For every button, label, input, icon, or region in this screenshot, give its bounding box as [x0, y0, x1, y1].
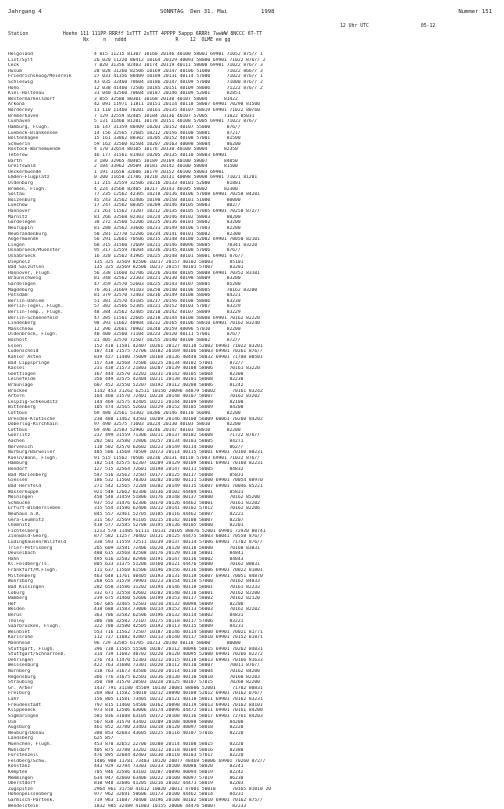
- station-data: 81 266 32568 82303 10224 20146 40102 58003 80200: [94, 214, 241, 220]
- station-name: Bamberg: [8, 596, 28, 602]
- station-data: 187 418 21575 72706 10182 20169 40106 58003 69901 70261 876//: [94, 349, 263, 355]
- station-name: Angermuende: [8, 237, 39, 243]
- station-data: 350 788 31570 20503 10228 20125 40107 57015 70260 82200: [94, 680, 260, 686]
- station-name: Berlin-Temp., Flugh.: [8, 310, 64, 316]
- station-name: Fürstenzell: [8, 753, 39, 759]
- station-name: Bad Lippspringe: [8, 360, 50, 366]
- station-data: 438 688 31583 73006 10214 20152 40113 56003 70162 82202: [94, 607, 260, 613]
- station-data: 91 515 11562 70506 10236 20131 40118 57003 69901 71022 876//: [94, 455, 260, 461]
- station-data: 135 325 32569 82506 10217 20157 40102 58003 85101: [94, 259, 244, 265]
- station-name: Gardelegen: [8, 220, 36, 226]
- station-name: Sigmaringen: [8, 713, 39, 719]
- station-name: Aachen: [8, 439, 25, 445]
- station-name: Freiburg: [8, 691, 31, 697]
- station-data: 318 763 31673 43506 10220 20114 40110 58004 70162 84200: [94, 669, 260, 675]
- station-data: 4 170 32654 80105 10176 20130 40100 58004 82350: [94, 147, 238, 153]
- station-data: 977 962 32691 50606 10173 20100 44462 58014 84231: [94, 792, 244, 798]
- station-name: Fichtelberg: [8, 528, 39, 534]
- station-data: 31 040 42560 70604 10187 20146 40109 52001 82851: [94, 91, 241, 97]
- station-data: 112 727 11682 42807 10213 20140 40117 58010 69901 70152 81871: [94, 635, 263, 641]
- station-name: Brocken: [8, 388, 28, 394]
- station-name: Schwerin: [8, 141, 31, 147]
- station-data: 28 028 31260 82506 10169 20147 40106 51000 71022 866// 3: [94, 68, 263, 74]
- station-name: Saarbrücken, Flugh.: [8, 624, 61, 630]
- station-data: 567 838 31570 43402 10209 20108 40098 58000 84200: [94, 719, 244, 725]
- station-name: Hamburg: [8, 461, 28, 467]
- station-data: 1832 985 32489 41803 10155 20006 44476 58007 82233: [94, 803, 247, 809]
- station-data: 21 405 32570 72507 10255 20140 40108 58002 872//: [94, 338, 241, 344]
- date-line: SONNTAG Den 31. Mai 1998: [160, 9, 275, 15]
- station-data: 450 548 31459 51806 10176 20148 40137 58000 70162 85200: [94, 495, 260, 501]
- column-header-row-2: Nx n nddd R 12 OLME ee gg: [8, 38, 231, 43]
- station-data: 98 393 11662 40904 10232 20165 40106 58010 69901 70162 83240: [94, 321, 260, 327]
- station-data: 127 515 32564 72601 10198 20147 40111 58005 84832: [94, 467, 244, 473]
- station-name: Hamburg, Flugh.: [8, 124, 50, 130]
- station-data: 26 020 11220 80412 10164 20129 40093 58000 69901 71022 876// 2: [94, 57, 266, 63]
- station-name: Bad Marienberg: [8, 472, 47, 478]
- station-name: Klippeneck: [8, 708, 36, 714]
- station-data: 156 805 11581 73405 10212 20121 40118 58011 69901 70162 83231: [94, 697, 263, 703]
- station-name: Hohenpeissenberg: [8, 792, 53, 798]
- station-name: Lüdenscheid: [8, 349, 39, 355]
- station-data: 105 474 32565 52603 10229 20152 40105 58009 84200: [94, 405, 244, 411]
- station-name: Gera-Leumnitz: [8, 517, 44, 523]
- station-data: 7 129 32559 82405 10184 20136 40107 57005 71022 85031: [94, 113, 255, 119]
- issue-number: Nummer 151: [458, 9, 492, 15]
- station-data: 48 384 32562 42405 10210 20142 40107 58009 83229: [94, 310, 241, 316]
- station-data: 547 516 32562 72507 10177 20125 40117 58008 85831: [94, 472, 244, 478]
- station-name: Meiningen: [8, 495, 33, 501]
- station-name: Oehringen: [8, 657, 33, 663]
- station-data: 50 281 12770 52206 10234 20141 40101 58002 82300: [94, 231, 241, 237]
- station-name: Bendorf: [8, 467, 28, 473]
- station-name: Deuselbach: [8, 551, 36, 557]
- station-data: 111 637 11568 61506 10196 20156 40116 58006 69901 70022 81801: [94, 568, 263, 574]
- station-name: Nürburg/Barweiler: [8, 450, 56, 456]
- station-name: Osnabrueck/Muenster: [8, 248, 61, 254]
- station-data: 845 557 32461 52705 10185 20116 44462 58007 82221: [94, 511, 244, 517]
- station-name: Nörvenich: [8, 444, 33, 450]
- station-data: 810 948 32686 41205 10216 20102 44471 58019 82203: [94, 781, 244, 787]
- station-data: 144 469 32575 42405 10221 20144 40109 58008 82100: [94, 399, 244, 405]
- station-data: 495 616 32582 82906 10191 20147 40116 58002 84843: [94, 556, 244, 562]
- station-name: Barth: [8, 158, 22, 164]
- station-data: 167 444 32570 32202 10231 20142 40105 58004 82300: [94, 371, 244, 377]
- station-data: 1142 453 21262 62511 10156 20096 44879 50002 70161 83242: [94, 388, 263, 394]
- station-data: 311 567 32569 91105 10215 20142 40100 58007 82207: [94, 517, 244, 523]
- station-data: 314 739 11682 40702 10220 20120 40095 52000 69901 70266 82272: [94, 652, 263, 658]
- station-data: 315 554 31586 62406 10212 20141 40102 57012 70162 82206: [94, 506, 260, 512]
- station-data: 56 291 12661 70506 10215 20148 40100 52002 69901 70050 82101: [94, 237, 260, 243]
- station-data: 330 593 11559 72511 10239 20137 40114 57006 69901 71702 876//: [94, 540, 263, 546]
- station-data: 27 033 41356 80409 10189 20131 40114 57000 71022 876// 1: [94, 74, 263, 80]
- station-data: 237 499 31559 71306 10211 20137 40102 56008 71722 876//: [94, 433, 260, 439]
- station-data: 805 633 31375 51206 10160 20121 44476 58000 70162 80831: [94, 562, 260, 568]
- station-data: 461 852 32780 23403 10218 20120 40097 58018 82220: [94, 725, 244, 731]
- station-name: Wasserkuppe: [8, 489, 39, 495]
- station-name: Lahr: [8, 697, 20, 703]
- station-name: Bremen, Flugh.: [8, 186, 47, 192]
- station-name: Erfurt-Bindersleben: [8, 506, 61, 512]
- station-data: 271 542 12565 72204 10202 20149 40115 56007 69901 70046 85221: [94, 483, 263, 489]
- station-name: Berlin-Dahlem: [8, 298, 44, 304]
- station-data: 81 348 32562 22303 10221 20130 40198 58009 83200: [94, 276, 241, 282]
- station-data: 12 396 32661 70902 10240 20159 40096 57010 82200: [94, 326, 241, 332]
- station-name: Wittenberg: [8, 405, 36, 411]
- station-data: 0 200 11658 21706 10210 20131 40098 58008 69901 71021 81201: [94, 175, 258, 181]
- station-data: 69 480 32561 53302 10206 20146 40110 56000 82200: [94, 411, 241, 416]
- station-name: Hof: [8, 601, 17, 607]
- station-name: Wendelstein: [8, 803, 39, 809]
- station-data: 1213 578 11485 61111 10131 20105 88076 52001 69901 72920 80741: [94, 528, 266, 534]
- station-data: 268 655 31578 70903 10223 20154 40118 57000 70162 84833: [94, 579, 260, 585]
- station-data: 705 946 32586 43102 10207 20090 40094 58019 82242: [94, 770, 244, 775]
- station-data: 625 857: [94, 736, 114, 742]
- station-data: 634 947 42660 63406 10222 20100 40097 57019 86230: [94, 775, 244, 781]
- station-data: 839 427 11480 75009 10168 20136 40448 58032 69901 71788 80501: [94, 354, 263, 360]
- station-data: 322 708 32580 42505 10192 20113 40115 58009 84231: [94, 624, 244, 630]
- station-table: [8, 52, 496, 809]
- station-name: Neuburg/Donau: [8, 730, 44, 736]
- station-name: Neuruppin: [8, 225, 33, 231]
- station-data: 921 548 12662 82306 10136 20102 44404 58001 85831: [94, 489, 244, 495]
- station-data: 14 156 32565 72605 10212 20156 40100 58001 8721/: [94, 130, 241, 136]
- station-name: Feldberg/Schw.: [8, 758, 47, 764]
- station-name: Koeln/Bonn, Flugh.: [8, 455, 58, 461]
- station-name: Cottbus: [8, 427, 28, 433]
- station-name: Potsdam: [8, 293, 28, 299]
- station-data: 2964 961 31750 41612 10020 20011 47001 58010 70165 81010 20: [94, 786, 272, 792]
- station-data: 118 502 42570 62602 10223 20149 40114 58000 862//: [94, 444, 244, 450]
- station-name: Doberlug-Kirchhain: [8, 422, 58, 428]
- station-data: 4 015 11215 81307 10160 20146 40100 58001 69901 71052 875// 1: [94, 52, 263, 57]
- station-name: Freudenstadt: [8, 702, 42, 708]
- station-name: Oberstdorf: [8, 781, 36, 787]
- station-data: 607 452 32550 52207 10192 20112 40208 58006 81242: [94, 382, 244, 388]
- station-name: Bremerhaven: [8, 113, 39, 119]
- station-data: 47 385 11561 22605 10218 20144 40108 58008 69901 70162 82220: [94, 315, 260, 321]
- station-data: 797 815 11460 54506 10162 20098 40119 58013 69901 70162 84101: [94, 702, 263, 708]
- station-name: Teterow: [8, 152, 28, 158]
- station-data: 877 582 11257 70402 10131 20125 44475 58003 60041 70558 876//: [94, 534, 263, 540]
- station-name: Lingen: [8, 242, 25, 248]
- station-data: 265 609 32581 72406 10220 20120 40110 58000 70160 83831: [94, 545, 260, 551]
- station-name: Straubing: [8, 680, 33, 686]
- station-name: Berlin-Tegel, Flugh.: [8, 304, 64, 310]
- station-data: 16 320 12562 41905 10225 20148 40101 58001 69901 876//: [94, 253, 244, 259]
- station-data: 17 247 32562 80305 10209 20146 40105 58003 802//: [94, 203, 241, 209]
- station-data: 38 272 32560 52206 10225 20136 40101 58002 83200: [94, 220, 241, 226]
- station-data: 1486 908 11781 73403 10120 20077 48469 58006 69901 70260 872//: [94, 758, 266, 764]
- station-data: 231 438 21573 21803 10207 20139 40108 58006 70161 83220: [94, 366, 260, 372]
- station-data: 485 506 11568 70509 10173 20114 40115 58001 69901 70160 80231: [94, 450, 263, 456]
- station-data: 21 261 11562 73207 10212 20135 40105 57005 69901 70258 872//: [94, 209, 260, 215]
- station-data: 405 875 32788 33202 10212 20118 40104 58016 82380: [94, 747, 244, 753]
- station-name: Soltau: [8, 192, 25, 198]
- station-name: Greifswald: [8, 164, 36, 170]
- station-name: Miltenberg: [8, 573, 36, 579]
- station-name: Leck: [8, 63, 20, 69]
- station-name: Schleswig: [8, 80, 33, 86]
- station-data: 164 460 31570 72401 10218 20148 40107 58007 70162 83202: [94, 394, 260, 400]
- station-name: Norderney: [8, 108, 33, 114]
- station-data: 81 379 32570 72403 10216 20149 40108 58006 84221: [94, 293, 241, 299]
- station-data: 3 180 32965 40405 10189 20169 40100 58007 84050: [94, 158, 238, 164]
- station-data: 5 131 11460 81201 10178 20151 40108 57005 69901 71022 876//: [94, 119, 258, 125]
- station-data: 332 671 32558 42602 10202 20140 40110 58001 70162 82200: [94, 590, 260, 596]
- station-name: Magdeburg: [8, 287, 33, 293]
- station-data: 2 184 33962 20509 10181 20142 40100 58004 81500: [94, 164, 238, 170]
- station-name: Trier-Petrisberg: [8, 545, 53, 551]
- station-name: Rostock-Warnemuende: [8, 147, 61, 153]
- station-data: 57 382 32566 52305 10221 20152 40103 57007 83229: [94, 304, 241, 310]
- station-name: Luebeck-Blankensee: [8, 130, 58, 136]
- station-data: 11 110 11460 70201 10161 20135 40107 58019 69901 71022 80/60: [94, 108, 260, 114]
- station-name: Boltenhagen: [8, 136, 39, 142]
- station-data: 81 280 32562 33606 10231 20149 40106 57003 82200: [94, 225, 241, 231]
- station-name: Nürnberg: [8, 669, 31, 675]
- station-name: Manschnow: [8, 326, 33, 332]
- station-data: 356 449 32575 42404 10211 20138 40101 58008 82230: [94, 377, 244, 383]
- station-name: Hannover: [8, 209, 31, 215]
- station-name: Artern: [8, 394, 25, 400]
- station-data: 239 675 31460 52606 10199 20153 40117 58002 70162 82120: [94, 596, 260, 602]
- station-data: 56 338 11668 62706 10226 20148 40105 58008 69901 70352 83101: [94, 270, 260, 276]
- station-name: Hoho: [8, 85, 20, 91]
- station-data: 1437 791 31180 45509 10130 20081 88006 52001 71702 80831: [94, 685, 263, 691]
- station-data: 12 038 41460 72506 10185 20151 40109 58006 71222 876// 2: [94, 85, 263, 91]
- station-name: Osnabrueck: [8, 253, 36, 259]
- station-data: 476 895 32684 42403 10230 20110 40103 57017 82220: [94, 753, 244, 759]
- station-data: 380 853 42683 43605 10225 20116 40107 57016 82220: [94, 730, 244, 736]
- station-data: 443 929 32784 73303 10233 20100 40088 58020 82241: [94, 764, 244, 770]
- station-name: Braunlage: [8, 382, 33, 388]
- station-name: Goerlitz: [8, 433, 31, 439]
- station-data: 97 490 32575 71603 10224 20130 40103 58010 82200: [94, 422, 241, 428]
- station-name: Neuhaus a.R.: [8, 511, 42, 517]
- station-data: 96 729 32585 61705 10213 20140 40118 58000 80000: [94, 640, 241, 646]
- station-data: 95 317 12559 70204 10236 20145 40100 57006 876//: [94, 248, 241, 254]
- station-name: Ulm: [8, 719, 17, 725]
- station-name: Ueckermuende: [8, 169, 42, 175]
- station-data: 937 552 31476 62306 10170 20126 44462 58001 70161 82202: [94, 500, 260, 506]
- station-data: 202 501 32580 72806 10257 20134 40103 58005 84271: [94, 439, 244, 445]
- station-name: Frankfurt/M.Flugh.: [8, 568, 58, 574]
- station-name: Dresden-Klotzsche: [8, 416, 56, 422]
- station-data: 581 836 31688 63105 10172 20108 40116 58017 69901 72761 84203: [94, 713, 263, 719]
- station-data: 7 020 31356 82403 10174 20119 40111 58000 69901 71022 876// 3: [94, 63, 263, 69]
- station-name: Stuttgart/Schnarrenb.: [8, 652, 67, 658]
- observation-time: 12 Uhr UTC 05-12: [340, 24, 436, 29]
- station-name: Husum: [8, 68, 22, 74]
- station-name: Weiden: [8, 607, 25, 613]
- station-name: Oldenburg: [8, 181, 33, 187]
- station-data: 553 716 11562 72507 10187 20146 40114 58000 69901 70021 81/71: [94, 629, 263, 635]
- station-data: 76 361 31669 91103 10250 20140 40106 58005 70162 83200: [94, 287, 258, 293]
- station-name: Diepholz: [8, 259, 31, 265]
- station-data: 422 763 31680 73301 10220 20112 40110 58007 70011 876//: [94, 663, 260, 669]
- station-data: 453 870 32652 22706 10208 20114 40108 58015 82220: [94, 741, 244, 747]
- station-data: 47 359 32570 52603 10225 20143 40107 58005 85200: [94, 281, 241, 287]
- station-name: Kiel-Holtenau: [8, 91, 44, 97]
- station-name: Zugspitze: [8, 786, 33, 792]
- station-data: 16 147 31359 80409 10203 20152 40107 55000 876//: [94, 124, 241, 130]
- station-name: Landsberg: [8, 736, 33, 742]
- station-data: 68 315 31560 72609 10211 20146 40096 58005 70341 83220: [94, 242, 258, 248]
- station-data: 463 648 11761 40405 10193 20131 40118 56007 69901 70051 84870: [94, 573, 263, 579]
- station-name: Memmingen: [8, 775, 33, 781]
- station-name: Coburg: [8, 590, 25, 596]
- station-name: Kassel: [8, 366, 25, 372]
- station-name: Westermarkelsdorf: [8, 96, 56, 102]
- station-name: Augsburg: [8, 725, 31, 731]
- station-data: 46 177 31561 81403 10205 20135 40110 58003 69901: [94, 152, 227, 158]
- station-name: Braunschweig: [8, 276, 42, 282]
- station-name: Zinnwald-Georg.: [8, 534, 50, 540]
- station-data: 719 963 11687 70400 10196 20108 40102 58010 69901 70162 875//: [94, 798, 263, 804]
- station-data: 418 577 32585 52708 10195 20136 40105 58000 82201: [94, 523, 244, 529]
- station-name: Marnitz: [8, 214, 28, 220]
- station-data: 1 191 31658 32606 10179 20152 40100 58003 69901: [94, 169, 224, 175]
- station-name: Bocholt: [8, 338, 28, 344]
- station-name: Schmücke: [8, 500, 31, 506]
- station-name: Lindenberg: [8, 321, 36, 327]
- station-name: Cottbus: [8, 411, 28, 416]
- station-data: 51 381 32570 43105 10217 20156 40108 58006 83230: [94, 298, 241, 304]
- station-data: 567 685 32465 52503 10210 20132 40098 58009 82200: [94, 601, 244, 607]
- station-name: Muenchen, Flugh.: [8, 741, 53, 747]
- station-data: 182 514 42575 62307 10209 20129 40109 58001 69901 70160 82231: [94, 461, 263, 467]
- station-name: Bad Salzuflen: [8, 265, 44, 271]
- station-name: Kl.Feldberg/Ts.: [8, 562, 50, 568]
- station-name: Helgoland: [8, 52, 33, 57]
- station-name: Mannheim: [8, 640, 31, 646]
- station-name: Berus: [8, 612, 22, 618]
- volume-label: Jahrgang 4: [8, 9, 42, 15]
- station-name: Stuttgart, Flugh.: [8, 646, 56, 652]
- station-name: Friedrichskoog/Meiereik: [8, 74, 72, 80]
- station-data: 386 706 32582 72107 10175 20118 40117 57006 83221: [94, 618, 244, 624]
- station-data: 40 400 32560 71104 10223 20120 40111 57001 876//: [94, 332, 241, 338]
- station-name: Lüdinghausen/Wilzfeld: [8, 540, 67, 546]
- station-data: 77 235 12562 42305 10218 20136 40106 57008 69901 70258 84201: [94, 192, 260, 198]
- station-name: List/Sylt: [8, 57, 33, 63]
- station-name: Leinefelde: [8, 377, 36, 383]
- station-data: 186 532 11560 70303 10202 20140 40111 53000 69901 70054 88970: [94, 478, 263, 484]
- station-name: Regensburg: [8, 674, 36, 680]
- station-name: Bad Kissingen: [8, 584, 44, 590]
- station-name: Gardelegen: [8, 281, 36, 287]
- station-name: Essen: [8, 343, 22, 349]
- station-name: Neubrandenburg: [8, 231, 47, 237]
- station-name: Karlsruhe: [8, 635, 33, 641]
- station-name: Hannover, Flugh.: [8, 270, 53, 276]
- station-data: 973 818 12586 63006 10174 20096 44472 58011 69901 70161 84200: [94, 708, 263, 714]
- station-name: Oldenbrock, Flugh.: [8, 332, 58, 338]
- station-name: Weinbiet: [8, 629, 31, 635]
- station-data: 396 738 11565 55506 10207 20112 40096 58015 69901 70262 84031: [94, 646, 263, 652]
- station-data: 43 035 32460 70604 10186 20147 40109 57000 71000 876// 2: [94, 80, 263, 86]
- station-name: Bad Hersfeld: [8, 483, 42, 489]
- station-data: 42 091 11971 11811 10151 20114 40118 58007 69901 70298 81500: [94, 102, 260, 108]
- station-data: 69 496 32583 52906 10246 20147 40103 58010 82200: [94, 427, 241, 433]
- station-data: 135 325 32569 82506 10217 20157 40101 57007 83201: [94, 265, 244, 271]
- station-data: 45 243 32562 62406 10190 20158 40101 51000 80000: [94, 197, 241, 203]
- station-name: Kahler Asten: [8, 354, 42, 360]
- station-data: 3 055 32580 80301 10168 20130 40107 58004 81422: [94, 96, 238, 102]
- station-data: 363 706 32582 62506 10196 20132 40114 58002 84831: [94, 612, 244, 618]
- station-name: Emden-Flugplatz: [8, 175, 50, 181]
- station-data: 11 215 32559 32506 10216 20133 40101 52000 81801: [94, 181, 241, 187]
- station-name: Boizenburg: [8, 197, 36, 203]
- station-name: Tholey: [8, 618, 25, 624]
- station-name: Hahn: [8, 556, 20, 562]
- station-name: Luechow: [8, 203, 28, 209]
- station-data: 15 161 33862 80302 10205 20152 40108 57001 81500: [94, 136, 241, 142]
- station-data: 269 803 11582 54010 10212 20090 40108 52012 69901 70162 876//: [94, 691, 263, 697]
- column-header-row-1: Station Hoehe 111 111PP RRRff 1sTTT 2sTTT 4PPPP 5appp 6RRRt 7wwWW 8NCCC 6T-TT: [8, 32, 263, 37]
- station-data: 480 615 32568 42508 10176 20129 40118 58001 84841: [94, 551, 244, 557]
- station-name: Mühldorf: [8, 747, 31, 753]
- station-data: 282 658 31586 31202 10194 20146 40118 58001 70161 82233: [94, 584, 260, 590]
- station-data: 4 224 32560 82405 10217 20143 40105 58002 82300: [94, 186, 238, 192]
- station-name: Kempten: [8, 770, 28, 775]
- station-name: Weissenburg: [8, 663, 39, 669]
- station-name: Gr. Arber: [8, 685, 33, 691]
- station-name: Goettingen: [8, 371, 36, 377]
- station-data: 59 162 32560 82504 10207 20163 40098 58004 86200: [94, 141, 241, 147]
- station-name: Leipzig-Schkeuditz: [8, 399, 58, 405]
- station-data: 276 743 11470 52303 10212 20115 40110 58013 69901 70166 81633: [94, 657, 263, 663]
- table-row: [8, 804, 496, 809]
- station-data: 366 776 31675 62503 10236 20130 40110 58010 70160 82203: [94, 674, 260, 680]
- station-name: Garmisch-Partenk.: [8, 798, 56, 804]
- station-name: Berlin-Schoenefeld: [8, 315, 58, 321]
- station-name: Chemnitz: [8, 523, 31, 529]
- station-name: Konstanz: [8, 764, 31, 770]
- station-name: Giessen: [8, 478, 28, 484]
- station-name: Cuxhaven: [8, 119, 31, 125]
- station-data: 152 410 11581 42407 10261 20127 40118 52002 69901 71022 83201: [94, 343, 263, 349]
- station-name: Wuerzburg: [8, 579, 33, 585]
- station-name: Arkona: [8, 102, 25, 108]
- station-data: 157 430 32568 72506 10225 20134 40102 57001 872//: [94, 360, 244, 366]
- station-data: 230 488 11462 43503 10209 20146 40100 56009 60061 70260 84202: [94, 416, 263, 422]
